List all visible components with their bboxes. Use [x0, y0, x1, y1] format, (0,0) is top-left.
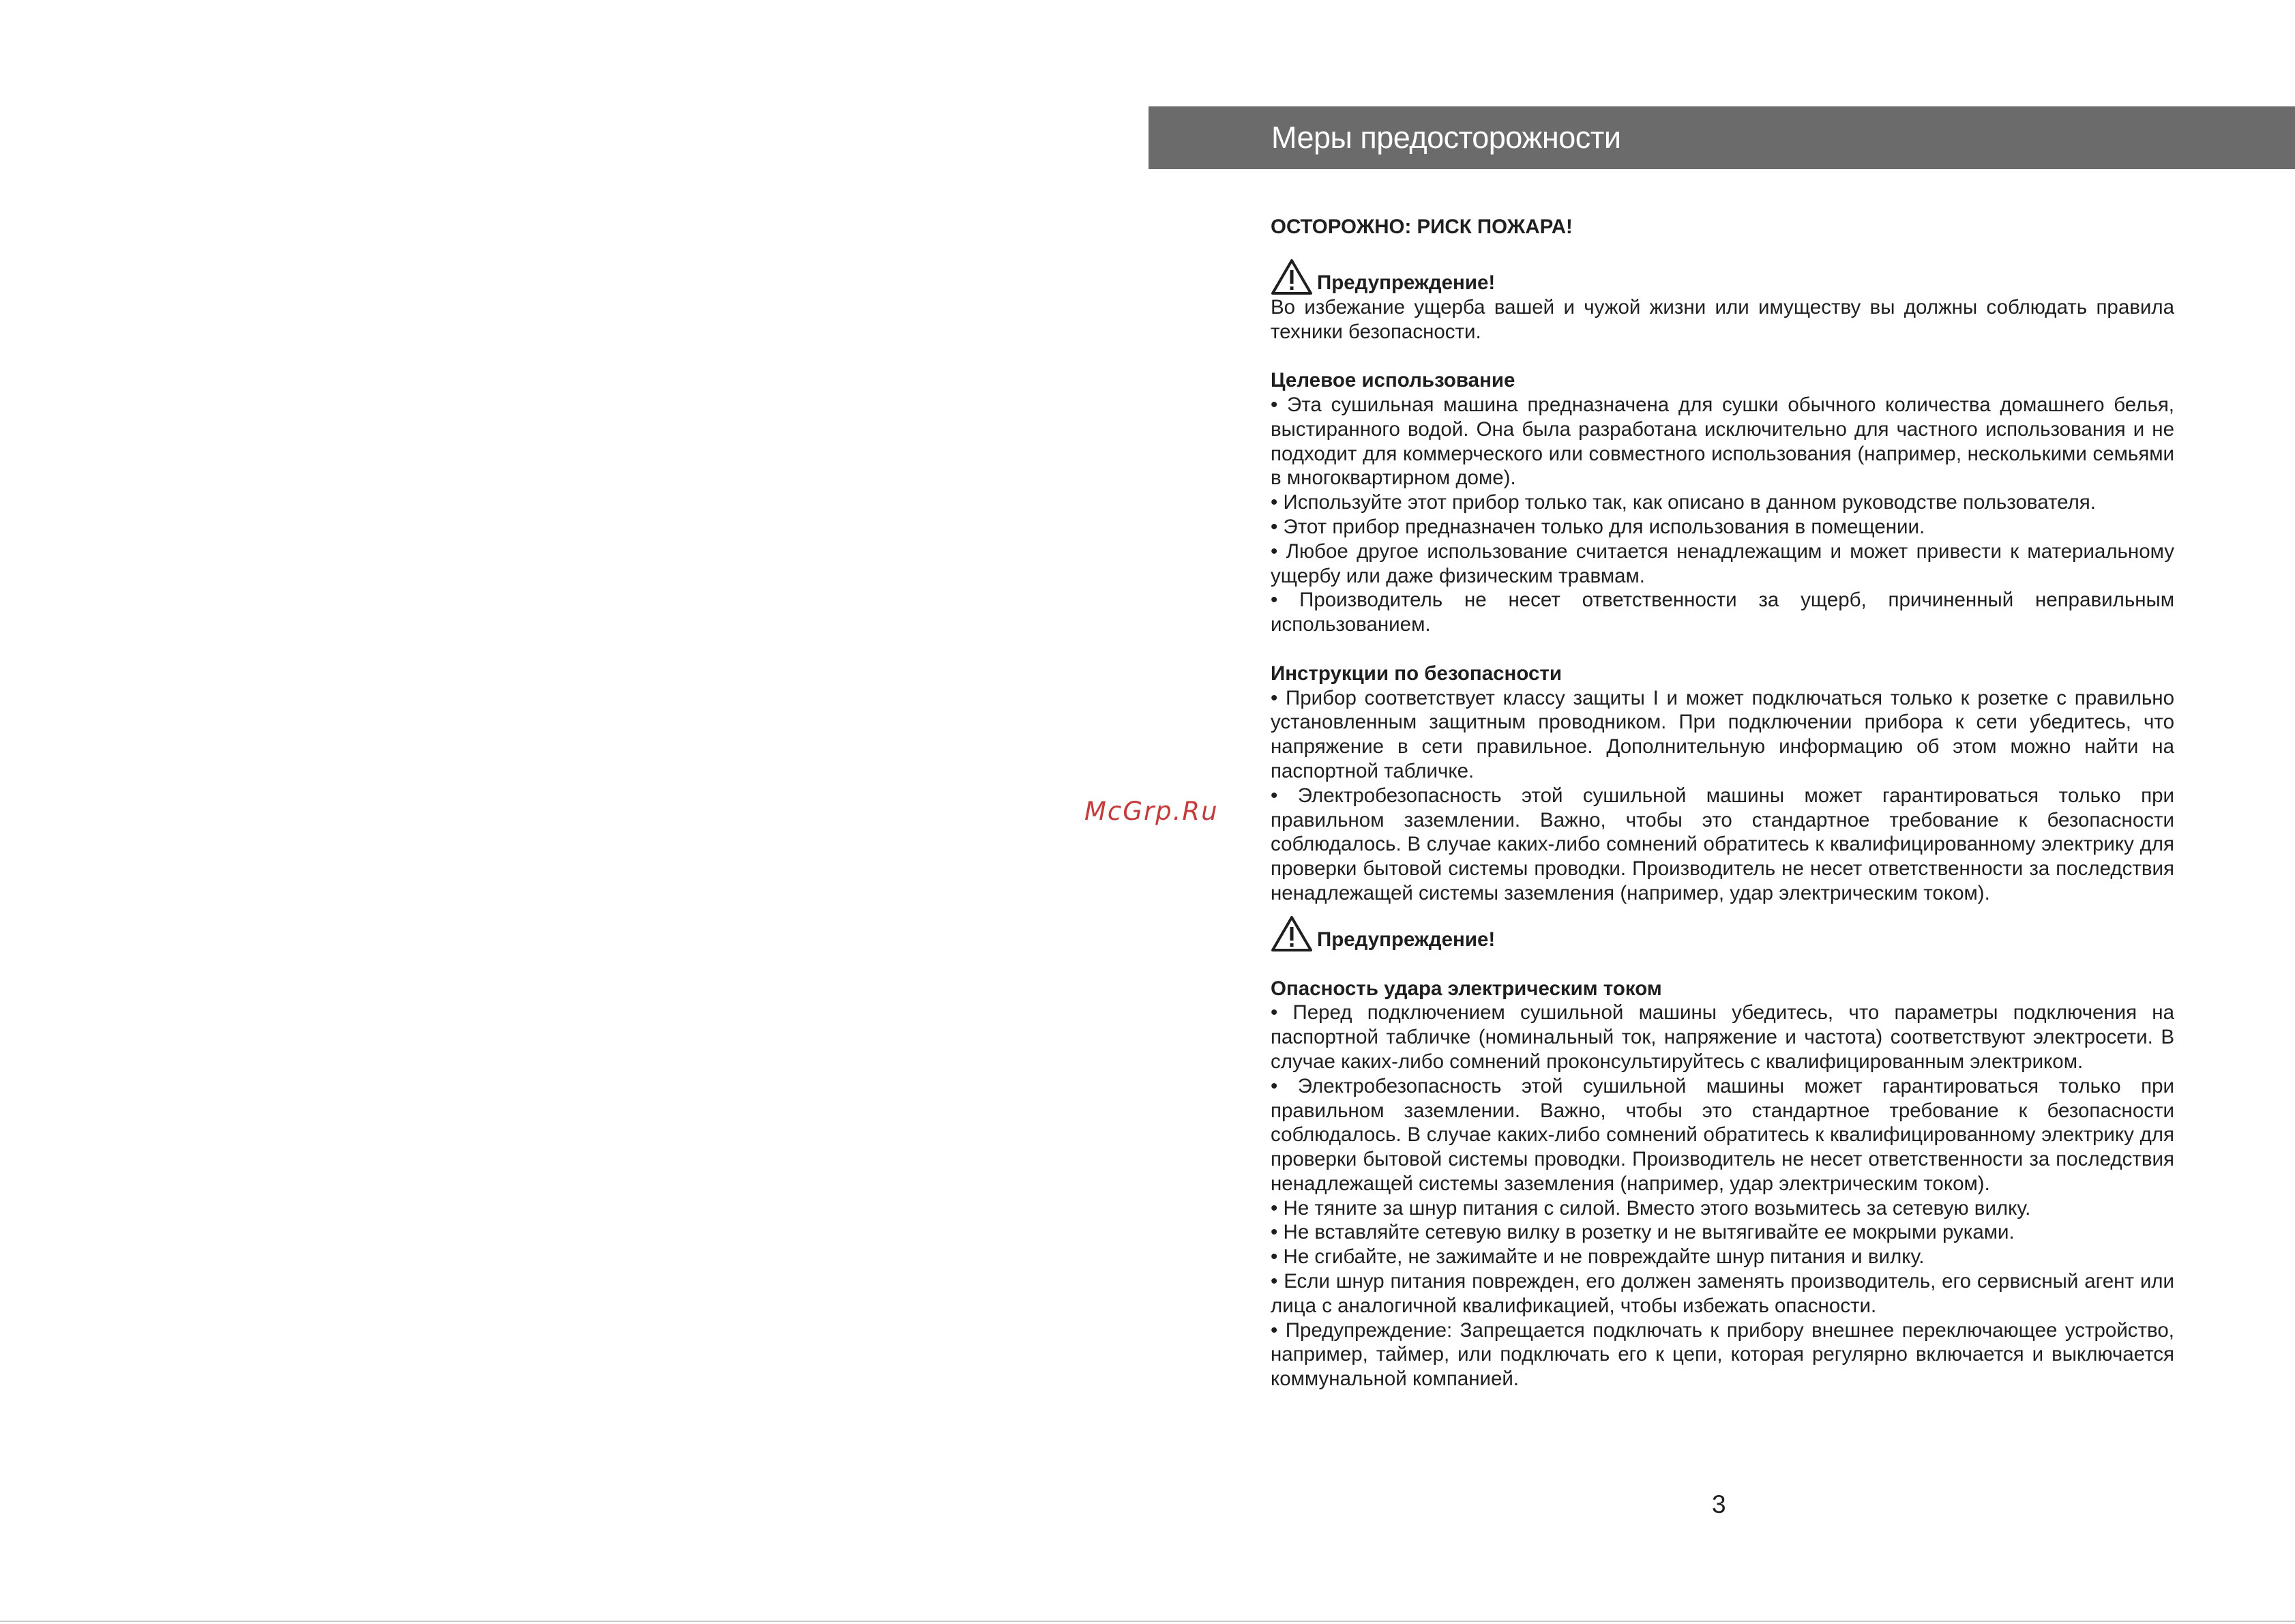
electric-item: • Электробезопасность этой сушильной машины может гарантироваться только при правильном заземлении. Важно, чтобы это стандартное требование к безопасности соблюдалось. В случае каких-либо сомнений обратитесь к квалифицированному электрику для проверки бытовой системы проводки. Производитель не несет ответственности за последствия ненадлежащей системы заземления (например, удар электрическим током). [1271, 1074, 2174, 1195]
warning-triangle-icon [1271, 915, 1313, 952]
intended-use-item: • Этот прибор предназначен только для использования в помещении. [1271, 515, 1925, 538]
bottom-divider [0, 1621, 2295, 1622]
safety-item: • Прибор соответствует классу защиты I и может подключаться только к розетке с правильно установленным защитным проводником. При подключении прибора к сети убедитесь, что напряжение в сети правильное. Дополнительную информацию об этом можно найти на паспортной табличке. [1271, 686, 2174, 782]
intended-use-item: • Производитель не несет ответственности за ущерб, причиненный неправильным использованием. [1271, 589, 2174, 636]
intended-use-heading: Целевое использование [1271, 369, 1515, 392]
electric-item: • Не сгибайте, не зажимайте и не повреждайте шнур питания и вилку. [1271, 1245, 1925, 1269]
intended-use-item: • Любое другое использование считается ненадлежащим и может привести к материальному ущербу или даже физическим травмам. [1271, 540, 2174, 587]
page-title: Меры предосторожности [1271, 120, 1621, 155]
electric-item: • Предупреждение: Запрещается подключать к прибору внешнее переключающее устройство, например, таймер, или подключать его к цепи, которая регулярно включается и выключается коммунальной компанией. [1271, 1318, 2174, 1391]
electric-item: • Перед подключением сушильной машины убедитесь, что параметры подключения на паспортной табличке (номинальный ток, напряжение и частота) соответствуют электросети. В случае каких-либо сомнений проконсультируйтесь с квалифицированным электриком. [1271, 1001, 2174, 1073]
electric-heading: Опасность удара электрическим током [1271, 977, 1662, 1000]
intended-use-item: • Используйте этот прибор только так, как описано в данном руководстве пользователя. [1271, 491, 2096, 514]
safety-item: • Электробезопасность этой сушильной машины может гарантироваться только при правильном заземлении. Важно, чтобы это стандартное требование к безопасности соблюдалось. В случае каких-либо сомнений обратитесь к квалифицированному электрику для проверки бытовой системы проводки. Производитель не несет ответственности за последствия ненадлежащей системы заземления (например, удар электрическим током). [1271, 784, 2174, 904]
safety-heading: Инструкции по безопасности [1271, 662, 1562, 685]
warning-1-text: Во избежание ущерба вашей и чужой жизни или имуществу вы должны соблюдать правила техники безопасности. [1271, 295, 2174, 343]
warning-triangle-icon [1271, 259, 1313, 295]
warning-2 [1271, 915, 2174, 952]
electric-item: • Не тяните за шнур питания с силой. Вместо этого возьмитесь за сетевую вилку. [1271, 1196, 2031, 1220]
page-number: 3 [1712, 1490, 1726, 1518]
warning-2-label: Предупреждение! [1317, 928, 1496, 951]
header-bar [1149, 106, 2295, 169]
warning-1-label: Предупреждение! [1317, 271, 1496, 294]
electric-item: • Если шнур питания поврежден, его должен заменять производитель, его сервисный агент или лица с аналогичной квалификацией, чтобы избежать опасности. [1271, 1270, 2174, 1317]
caution-heading: ОСТОРОЖНО: РИСК ПОЖАРА! [1271, 216, 1573, 238]
content [1271, 215, 2174, 1391]
electric-item: • Не вставляйте сетевую вилку в розетку и не вытягивайте ее мокрыми руками. [1271, 1221, 2015, 1244]
warning-1 [1271, 259, 2174, 295]
intended-use-item: • Эта сушильная машина предназначена для сушки обычного количества домашнего белья, выстиранного водой. Она была разработана исключительно для частного использования и не подходит для коммерческого или совместного использования (например, несколькими семьями в многоквартирном доме). [1271, 393, 2174, 490]
watermark: McGrp.Ru [1084, 797, 1219, 826]
